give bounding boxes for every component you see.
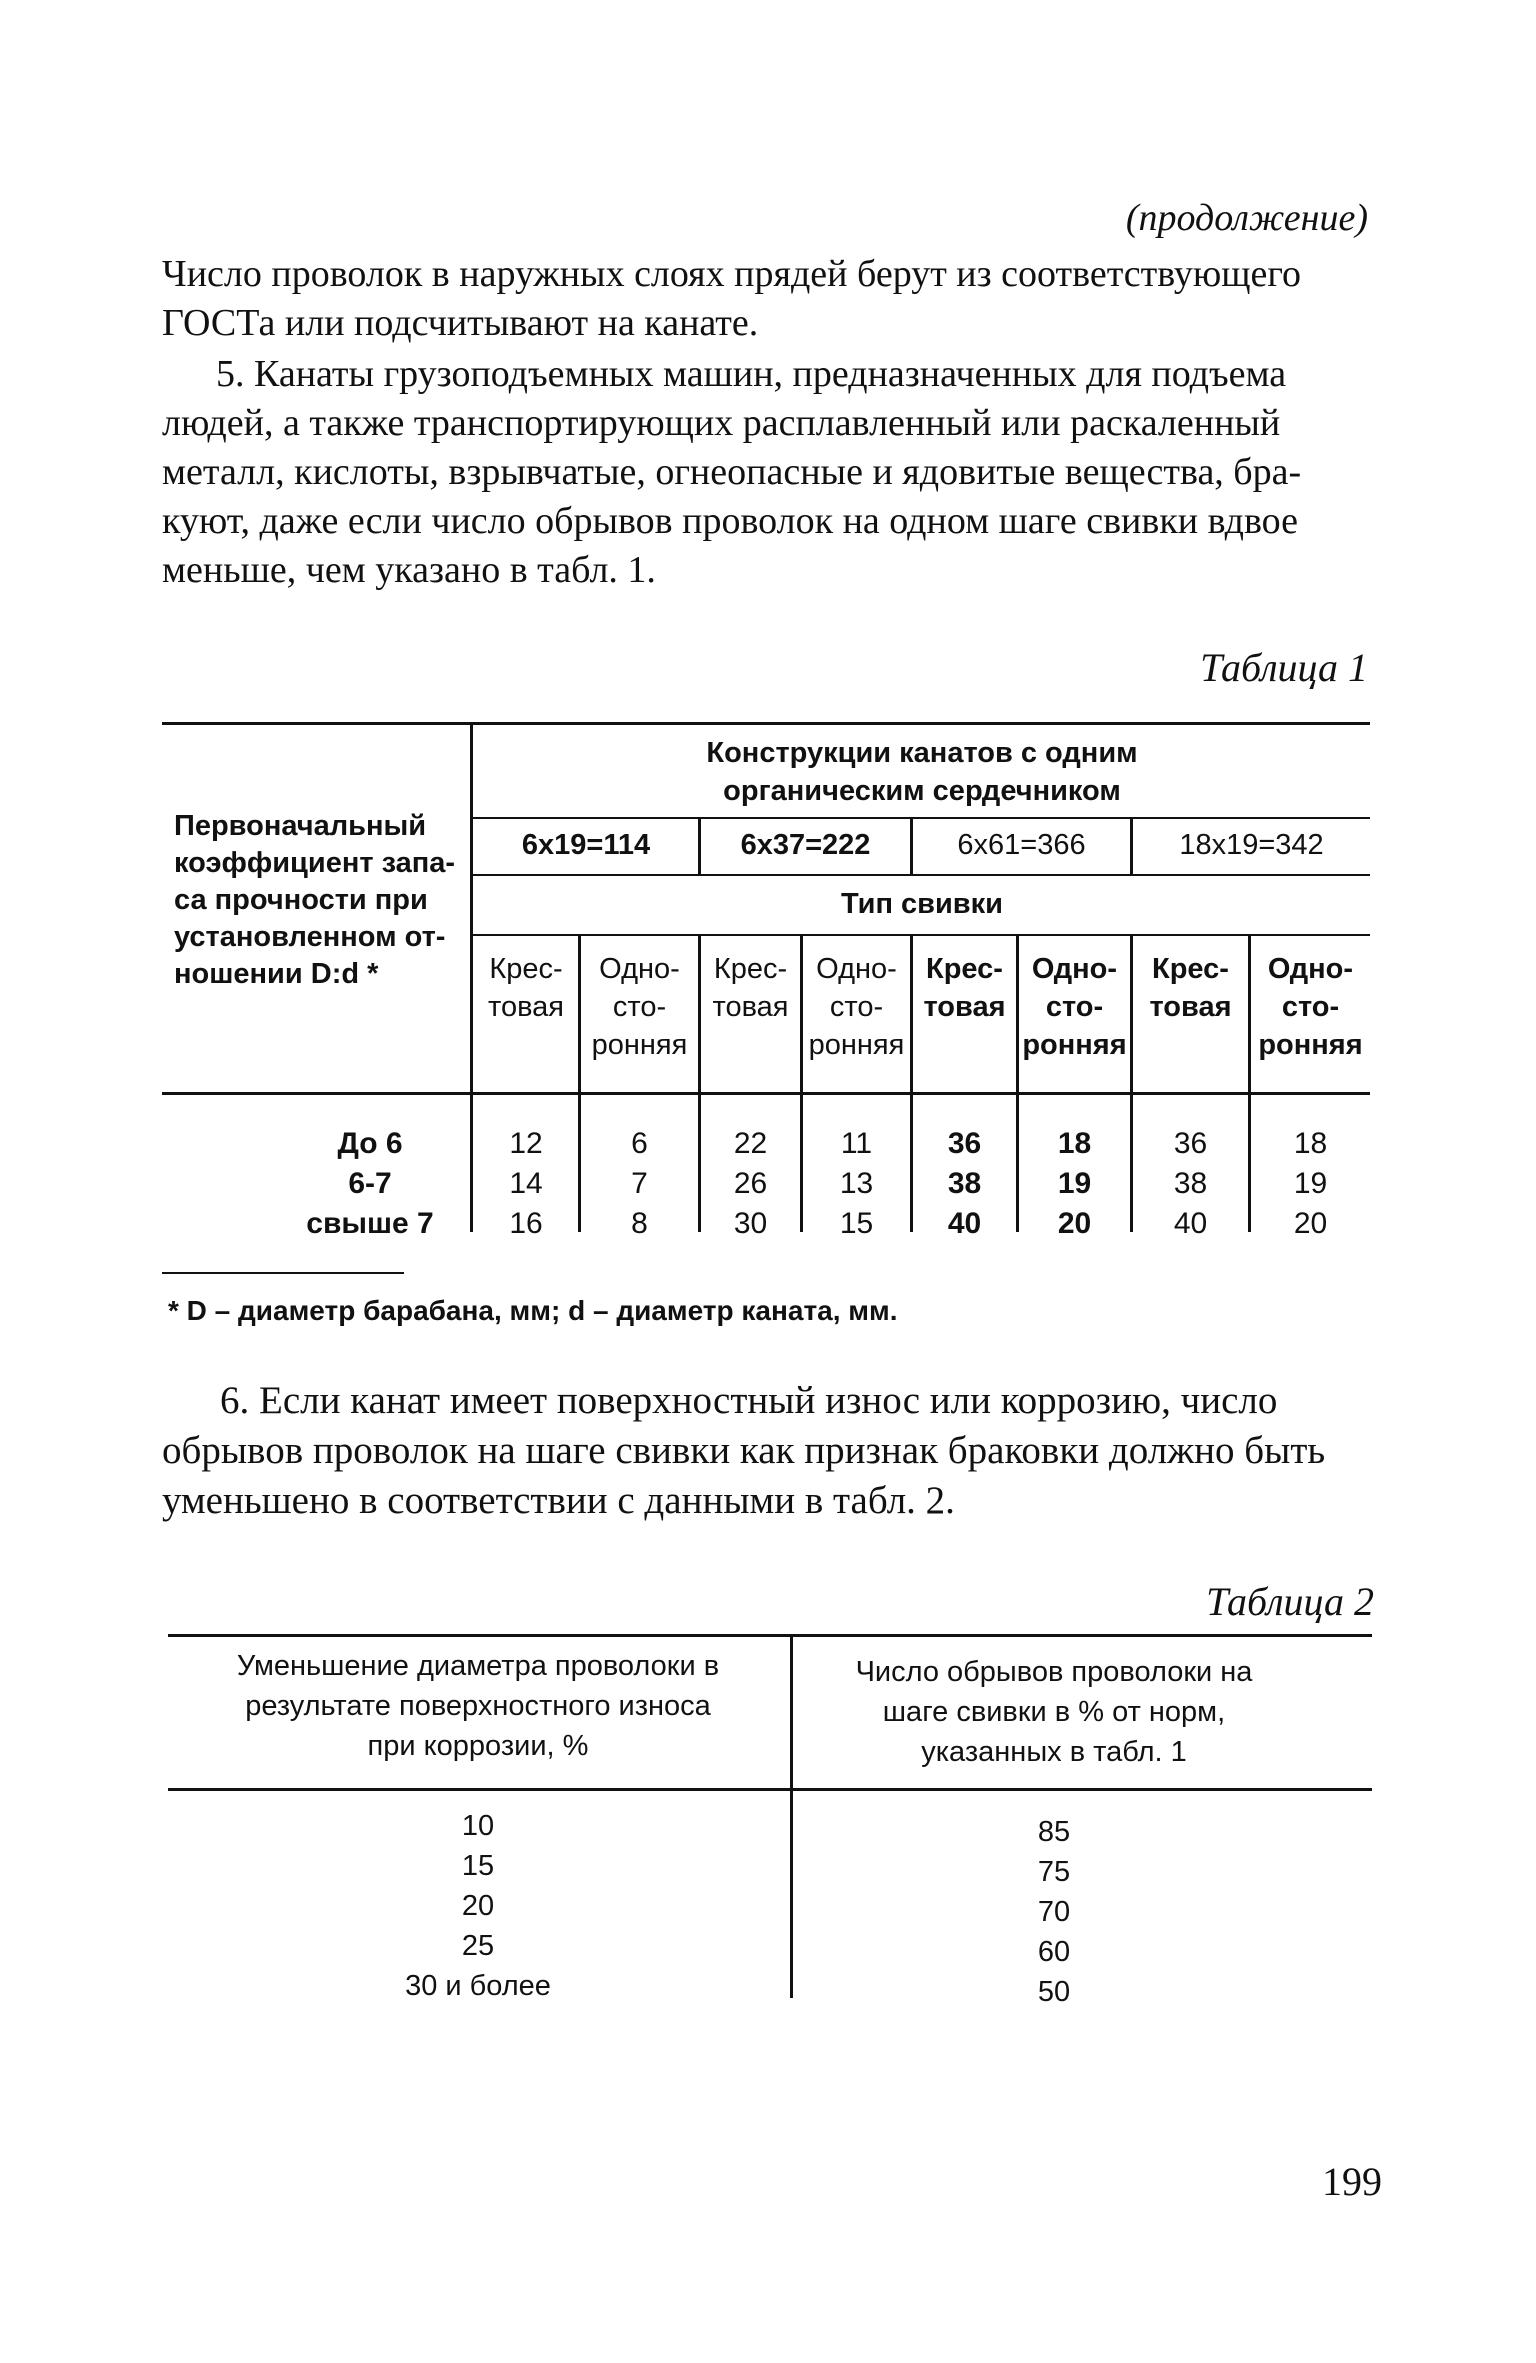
construction-header: 6x61=366	[957, 829, 1086, 861]
row-header-line: са прочности при	[174, 884, 428, 916]
one-side-lay-header	[1019, 950, 1130, 1064]
table2-cell: 75	[1037, 1856, 1071, 1888]
table1-cell: 26	[733, 1167, 768, 1200]
table1-column	[913, 1124, 1016, 1244]
table2-cell: 20	[461, 1890, 495, 1922]
table1-column	[1019, 1124, 1130, 1244]
one-side-lay-line: Одно-	[1031, 953, 1118, 985]
paragraph-6	[162, 1376, 1372, 1526]
para6-line2: обрывов проволок на шаге свивки как признак браковки должно быть	[162, 1429, 1326, 1472]
table2-top-rule	[168, 1634, 1372, 1637]
cross-lay-line: Крес-	[713, 953, 788, 985]
table1-column	[1251, 1124, 1370, 1244]
cross-lay-line: Крес-	[1152, 953, 1229, 985]
table1-cell: 20	[1057, 1207, 1092, 1240]
row-header-line: коэффициент запа-	[174, 847, 456, 879]
table1-cell: 36	[947, 1127, 982, 1160]
one-side-lay-line: сто-	[1281, 991, 1340, 1023]
table1-construction-rule	[472, 874, 1370, 876]
cross-lay-line: товая	[488, 991, 564, 1023]
table2-cell: 25	[461, 1930, 495, 1962]
para5-line3: металл, кислоты, взрывчатые, огнеопасные и ядовитые вещества, бра-	[162, 451, 1302, 493]
table1-column	[581, 1124, 698, 1244]
table1-cell: 8	[631, 1207, 648, 1240]
header-right-line: Число обрывов проволоки на	[855, 1656, 1253, 1688]
header-left-line: Уменьшение диаметра проволоки в	[236, 1650, 720, 1682]
header-left-line: результате поверхностного износа	[245, 1690, 711, 1722]
table1-cell: 6	[631, 1127, 648, 1160]
table2-divider	[790, 1634, 793, 1998]
construction-header: 18x19=342	[1179, 829, 1324, 861]
table1-cell: 22	[733, 1127, 768, 1160]
row-label: 6-7	[348, 1167, 392, 1200]
table2-cell: 60	[1037, 1936, 1071, 1968]
table1-column	[474, 1124, 578, 1244]
one-side-lay-line: Одно-	[599, 953, 680, 985]
construction-header: 6x37=222	[740, 829, 871, 861]
one-side-lay-line: сто-	[829, 991, 884, 1023]
table1-cell: 12	[509, 1127, 543, 1160]
one-side-lay-line: ронняя	[1022, 1029, 1127, 1061]
one-side-lay-line: ронняя	[1258, 1029, 1363, 1061]
table2-cell: 30 и более	[405, 1970, 551, 2002]
cross-lay-header	[1133, 950, 1248, 1026]
table1-cell: 30	[733, 1207, 768, 1240]
table1-group-rule	[472, 817, 1370, 819]
paragraph-5	[162, 350, 1368, 595]
continued-label: (продолжение)	[1125, 197, 1368, 239]
paragraph-continued	[162, 250, 1368, 348]
cross-lay-line: товая	[1149, 991, 1232, 1023]
table2-cell: 10	[461, 1810, 495, 1842]
table1-cell: 19	[1293, 1167, 1328, 1200]
table1-cell: 15	[839, 1207, 874, 1240]
table1-row-labels	[300, 1124, 440, 1244]
table1-cell: 38	[947, 1167, 982, 1200]
table2-cell: 70	[1037, 1896, 1071, 1928]
row-header-line: установленном от-	[174, 921, 446, 953]
table1-cell: 13	[839, 1167, 874, 1200]
table1-column	[1133, 1124, 1248, 1244]
header-right-line: указанных в табл. 1	[921, 1736, 1187, 1768]
table2-cell: 15	[461, 1850, 495, 1882]
cross-lay-header	[474, 950, 578, 1026]
table2-right-column	[794, 1812, 1314, 2012]
table1-cell: 19	[1057, 1167, 1092, 1200]
cross-lay-header	[701, 950, 800, 1026]
one-side-lay-line: сто-	[612, 991, 667, 1023]
row-header-line: Первоначальный	[174, 810, 427, 842]
header-right-line: шаге свивки в % от норм,	[882, 1696, 1226, 1728]
row-label: свыше 7	[306, 1207, 434, 1240]
table2-cell: 85	[1037, 1816, 1071, 1848]
footnote-rule	[162, 1272, 404, 1274]
cross-lay-header	[913, 950, 1016, 1026]
one-side-lay-line: ронняя	[591, 1029, 688, 1061]
table1-group-header	[474, 734, 1370, 810]
table2-header-rule	[168, 1788, 1372, 1791]
para5-line2: людей, а также транспортирующих расплавленный или раскаленный	[162, 402, 1281, 444]
one-side-lay-line: сто-	[1045, 991, 1104, 1023]
table1-cell: 16	[509, 1207, 543, 1240]
table1-column	[803, 1124, 910, 1244]
group-header-line: органическим сердечником	[723, 775, 1121, 807]
table2-left-column	[168, 1806, 788, 2006]
para5-line4: куют, даже если число обрывов проволок на одном шаге свивки вдвое	[162, 500, 1298, 542]
lay-type-label: Тип свивки	[841, 888, 1003, 920]
cross-lay-line: Крес-	[926, 953, 1003, 985]
one-side-lay-header	[1251, 950, 1370, 1064]
para6-line3: уменьшено в соответствии с данными в табл. 2.	[162, 1479, 955, 1522]
table1-cell: 38	[1173, 1167, 1208, 1200]
one-side-lay-header	[581, 950, 698, 1064]
table1-footnote: * D – диаметр барабана, мм; d – диаметр каната, мм.	[168, 1295, 898, 1326]
cross-lay-line: Крес-	[489, 953, 563, 985]
row-label: До 6	[337, 1127, 403, 1160]
para6-line1: 6. Если канат имеет поверхностный износ или коррозию, число	[220, 1379, 1278, 1422]
table1-column	[701, 1124, 800, 1244]
table1-row-header	[174, 808, 464, 993]
table2-cell: 50	[1037, 1976, 1071, 2008]
table1-cell: 40	[1173, 1207, 1208, 1240]
table1-main-divider	[470, 722, 473, 1232]
one-side-lay-header	[803, 950, 910, 1064]
table1-header-bottom-rule	[162, 1092, 1370, 1095]
page-number: 199	[1322, 2159, 1382, 2204]
table1-cell: 20	[1293, 1207, 1328, 1240]
para5-line5: меньше, чем указано в табл. 1.	[162, 549, 656, 591]
cross-lay-line: товая	[712, 991, 789, 1023]
group-header-line: Конструкции канатов с одним	[706, 737, 1138, 769]
one-side-lay-line: Одно-	[1267, 953, 1354, 985]
cross-lay-line: товая	[923, 991, 1006, 1023]
table2-header-right	[794, 1652, 1314, 1772]
construction-header: 6x19=114	[521, 829, 651, 861]
table1-cell: 18	[1293, 1127, 1328, 1160]
table1-laytype-rule	[472, 934, 1370, 936]
table1-caption: Таблица 1	[1200, 645, 1368, 690]
table1-cell: 18	[1057, 1127, 1092, 1160]
table2-caption: Таблица 2	[1206, 1579, 1374, 1624]
table1-cell: 36	[1173, 1127, 1208, 1160]
table1-cell: 40	[947, 1207, 982, 1240]
para1-line1: Число проволок в наружных слоях прядей берут из соответствующего	[162, 253, 1302, 295]
table2-header-left	[168, 1646, 788, 1766]
one-side-lay-line: ронняя	[808, 1029, 905, 1061]
table1-cell: 11	[840, 1127, 873, 1160]
one-side-lay-line: Одно-	[816, 953, 897, 985]
para5-line1: 5. Канаты грузоподъемных машин, предназначенных для подъема	[216, 353, 1287, 395]
table1-cell: 7	[631, 1167, 648, 1200]
para1-line2: ГОСТа или подсчитывают на канате.	[162, 302, 759, 344]
header-left-line: при коррозии, %	[367, 1730, 589, 1762]
row-header-line: ношении D:d *	[174, 958, 379, 990]
table1-top-rule	[162, 722, 1370, 725]
table1-cell: 14	[509, 1167, 543, 1200]
